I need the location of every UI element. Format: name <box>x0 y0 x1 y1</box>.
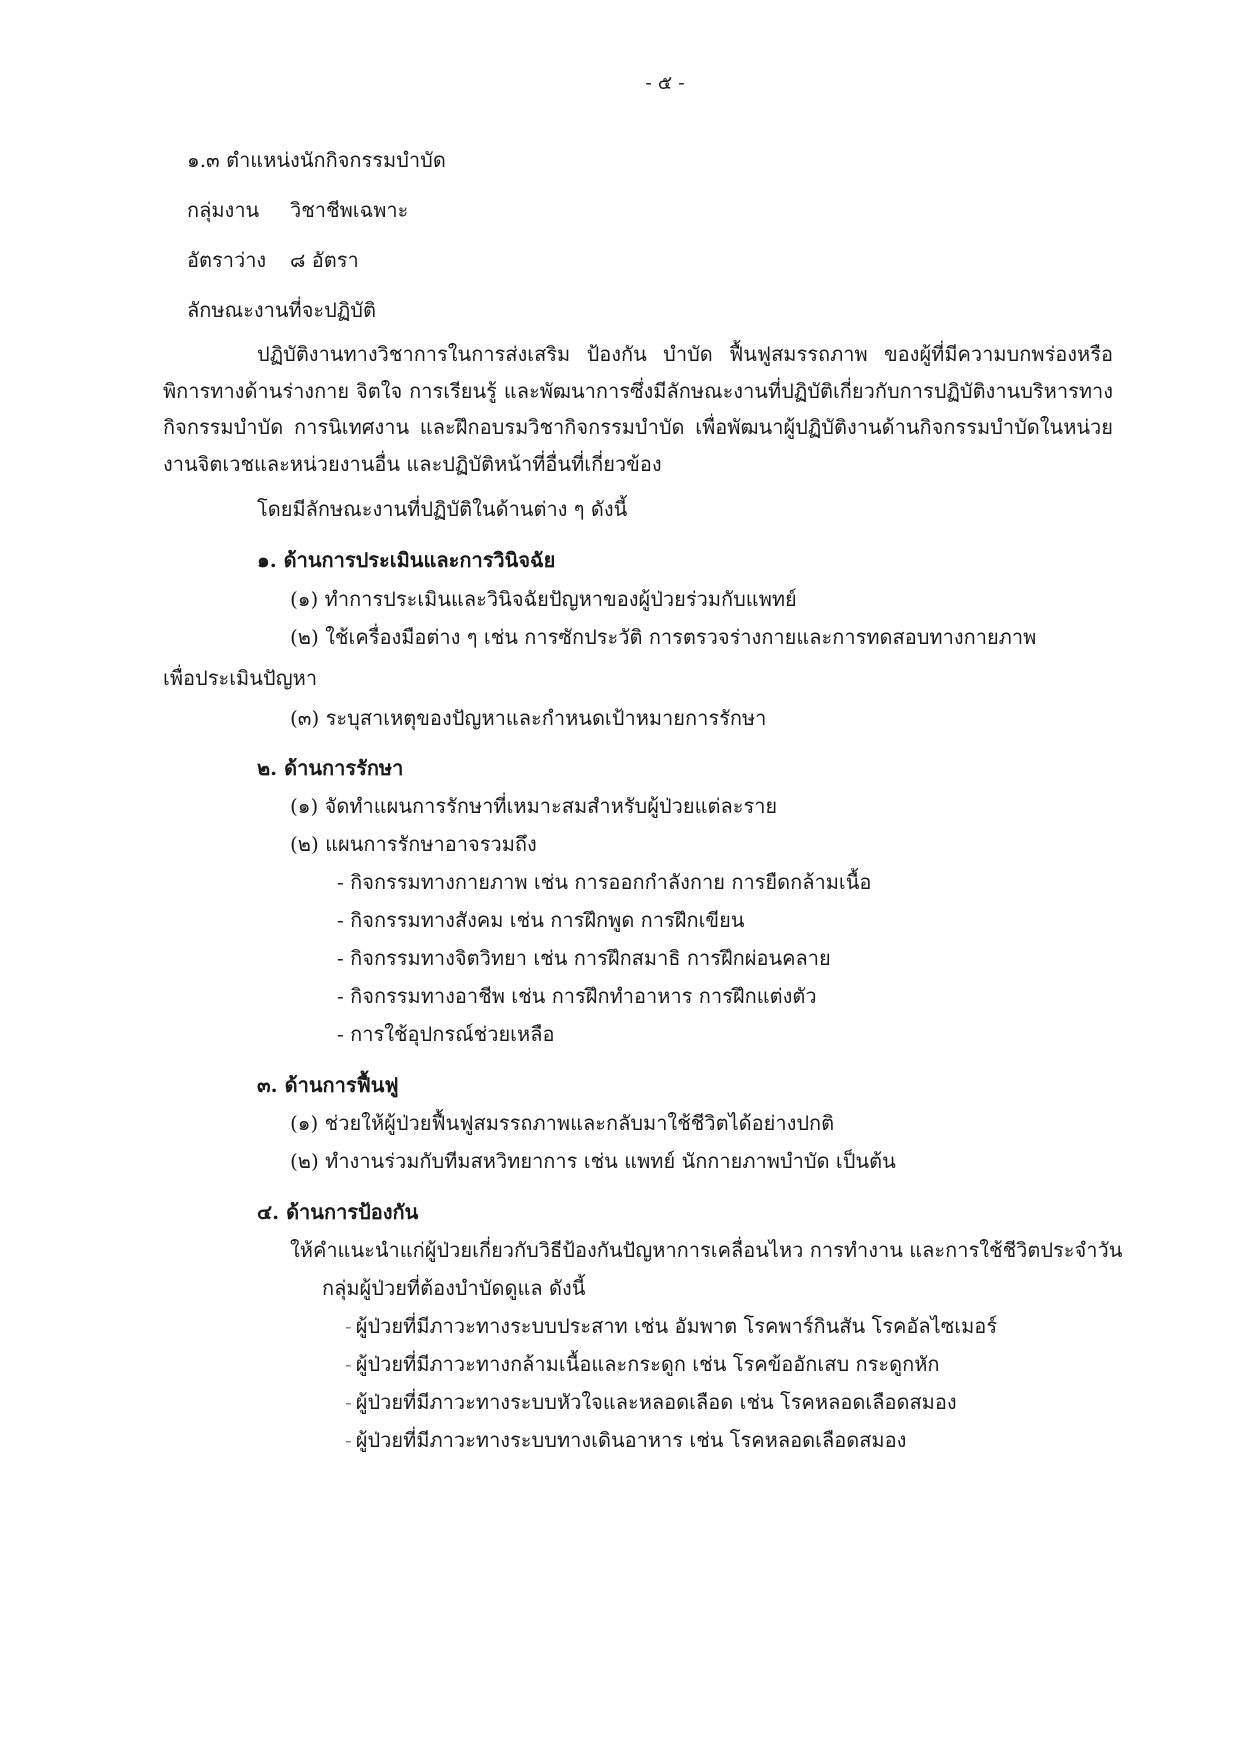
treatment-activity-3: - กิจกรรมทางจิตวิทยา เช่น การฝึกสมาธิ การฝึกผ่อนคลาย <box>337 946 831 970</box>
work-group-value: วิชาชีพเฉพาะ <box>290 198 409 222</box>
treatment-activity-5: - การใช้อุปกรณ์ช่วยเหลือ <box>337 1022 555 1046</box>
treatment-item-2: (๒) แผนการรักษาอาจรวมถึง <box>290 832 537 856</box>
patient-groups-intro: กลุ่มผู้ป่วยที่ต้องบำบัดดูแล ดังนี้ <box>322 1276 586 1300</box>
dash-marker: - <box>345 1352 352 1376</box>
prevention-heading: ๔. ด้านการป้องกัน <box>257 1200 419 1224</box>
dash-marker: - <box>345 1314 352 1338</box>
treatment-activity-4: - กิจกรรมทางอาชีพ เช่น การฝึกทำอาหาร การฝึกแต่งตัว <box>337 984 817 1008</box>
treatment-activity-2: - กิจกรรมทางสังคม เช่น การฝึกพูด การฝึกเขียน <box>337 908 745 932</box>
rehabilitation-item-2: (๒) ทำงานร่วมกับทีมสหวิทยาการ เช่น แพทย์ นักกายภาพบำบัด เป็นต้น <box>290 1149 896 1173</box>
patient-group-item <box>345 1387 957 1417</box>
duties-heading: ลักษณะงานที่จะปฏิบัติ <box>187 298 376 322</box>
treatment-item-1: (๑) จัดทำแผนการรักษาที่เหมาะสมสำหรับผู้ป่วยแต่ละราย <box>290 794 778 818</box>
patient-group-text: ผู้ป่วยที่มีภาวะทางระบบประสาท เช่น อัมพาต โรคพาร์กินสัน โรคอัลไซเมอร์ <box>355 1314 998 1338</box>
patient-group-item <box>345 1425 906 1455</box>
vacancies-value: ๘ อัตรา <box>290 248 359 272</box>
assessment-item-3: (๓) ระบุสาเหตุของปัญหาและกำหนดเป้าหมายการรักษา <box>290 706 767 730</box>
patient-group-text: ผู้ป่วยที่มีภาวะทางกล้ามเนื้อและกระดูก เช่น โรคข้ออักเสบ กระดูกหัก <box>355 1352 940 1376</box>
job-description-paragraph: ปฏิบัติงานทางวิชาการในการส่งเสริม ป้องกัน บำบัด ฟื้นฟูสมรรถภาพ ของผู้ที่มีความบกพร่องหรือพิการทางด้านร่างกาย จิตใจ การเรียนรู้ และพัฒนาการซึ่งมีลักษณะงานที่ปฏิบัติเกี่ยวกับการปฏิบัติงานบริหารทางกิจกรรมบำบัด การนิเทศงาน และฝึกอบรมวิชากิจกรรมบำบัด เพื่อพัฒนาผู้ปฏิบัติงานด้านกิจกรรมบำบัดในหน่วยงานจิตเวชและหน่วยงานอื่น และปฏิบัติหน้าที่อื่นที่เกี่ยวข้อง <box>163 342 1113 476</box>
duty-intro: โดยมีลักษณะงานที่ปฏิบัติในด้านต่าง ๆ ดังนี้ <box>257 497 628 521</box>
rehabilitation-heading: ๓. ด้านการฟื้นฟู <box>257 1073 399 1097</box>
prevention-text: ให้คำแนะนำแก่ผู้ป่วยเกี่ยวกับวิธีป้องกันปัญหาการเคลื่อนไหว การทำงาน และการใช้ชีวิตประจำวัน <box>290 1238 1123 1262</box>
dash-marker: - <box>345 1428 352 1452</box>
section-heading: ๑.๓ ตำแหน่งนักกิจกรรมบำบัด <box>187 148 446 172</box>
page-number: - ๕ - <box>645 72 685 94</box>
assessment-item-2: (๒) ใช้เครื่องมือต่าง ๆ เช่น การซักประวัติ การตรวจร่างกายและการทดสอบทางกายภาพ <box>290 625 1037 649</box>
patient-group-text: ผู้ป่วยที่มีภาวะทางระบบหัวใจและหลอดเลือด เช่น โรคหลอดเลือดสมอง <box>355 1390 957 1414</box>
patient-group-item <box>345 1311 997 1341</box>
treatment-activity-1: - กิจกรรมทางกายภาพ เช่น การออกกำลังกาย การยืดกล้ามเนื้อ <box>337 870 872 894</box>
rehabilitation-item-1: (๑) ช่วยให้ผู้ป่วยฟื้นฟูสมรรถภาพและกลับมาใช้ชีวิตได้อย่างปกติ <box>290 1111 835 1135</box>
work-group-label: กลุ่มงาน <box>187 198 260 222</box>
assessment-item-1: (๑) ทำการประเมินและวินิจฉัยปัญหาของผู้ป่วยร่วมกับแพทย์ <box>290 587 797 611</box>
vacancies-label: อัตราว่าง <box>187 248 267 272</box>
patient-group-item <box>345 1349 940 1379</box>
assessment-item-2-continued: เพื่อประเมินปัญหา <box>163 666 318 690</box>
treatment-heading: ๒. ด้านการรักษา <box>257 756 404 780</box>
patient-group-text: ผู้ป่วยที่มีภาวะทางระบบทางเดินอาหาร เช่น โรคหลอดเลือดสมอง <box>355 1428 907 1452</box>
assessment-heading: ๑. ด้านการประเมินและการวินิจฉัย <box>257 548 556 572</box>
dash-marker: - <box>345 1390 352 1414</box>
